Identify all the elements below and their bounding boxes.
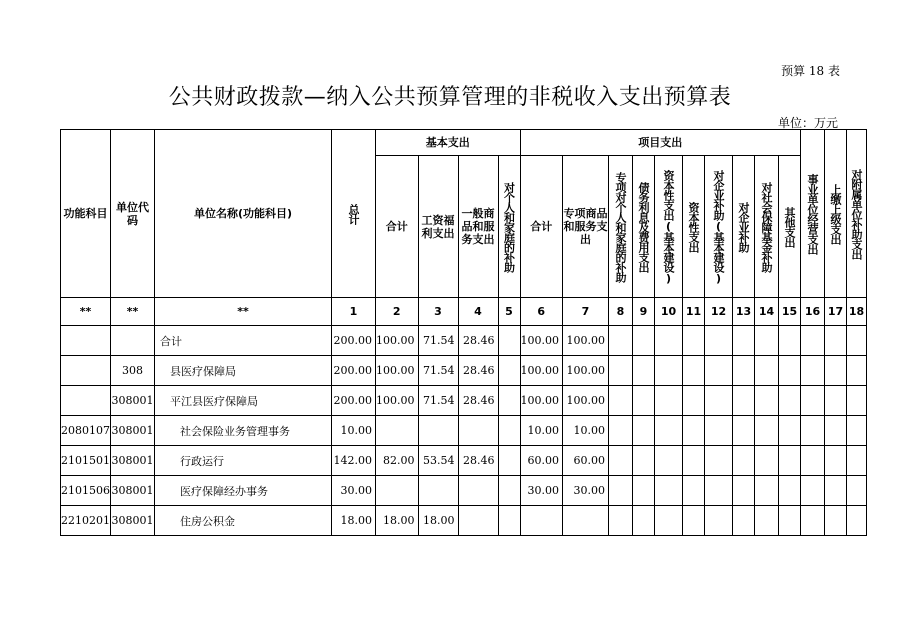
unit-code-cell: 308001 xyxy=(111,476,155,506)
unit-code-cell: 308 xyxy=(111,356,155,386)
value-cell: 100.00 xyxy=(563,386,609,416)
value-cell xyxy=(609,326,633,356)
value-cell: 10.00 xyxy=(332,416,376,446)
header-upper: 上缴上级支出 xyxy=(825,130,847,298)
value-cell xyxy=(418,416,458,446)
index-cell: 11 xyxy=(683,298,705,326)
value-cell xyxy=(683,386,705,416)
value-cell: 71.54 xyxy=(418,326,458,356)
table-row xyxy=(61,326,867,356)
value-cell xyxy=(609,446,633,476)
value-cell: 18.00 xyxy=(332,506,376,536)
value-cell xyxy=(847,386,867,416)
value-cell xyxy=(609,506,633,536)
value-cell: 60.00 xyxy=(520,446,563,476)
value-cell xyxy=(683,506,705,536)
index-cell: 2 xyxy=(376,298,419,326)
index-cell: 16 xyxy=(801,298,825,326)
index-cell: 10 xyxy=(655,298,683,326)
value-cell xyxy=(655,476,683,506)
value-cell xyxy=(733,356,755,386)
value-cell xyxy=(376,416,419,446)
value-cell: 200.00 xyxy=(332,386,376,416)
unit-name-cell: 行政运行 xyxy=(155,446,332,476)
value-cell xyxy=(801,416,825,446)
value-cell: 100.00 xyxy=(376,326,419,356)
value-cell: 82.00 xyxy=(376,446,419,476)
func-code-cell xyxy=(61,386,111,416)
value-cell xyxy=(755,416,779,446)
index-cell: 17 xyxy=(825,298,847,326)
value-cell xyxy=(733,446,755,476)
value-cell xyxy=(847,416,867,446)
value-cell xyxy=(779,356,801,386)
value-cell xyxy=(779,326,801,356)
value-cell xyxy=(705,416,733,446)
value-cell: 100.00 xyxy=(520,326,563,356)
value-cell xyxy=(847,446,867,476)
value-cell xyxy=(633,356,655,386)
value-cell xyxy=(779,416,801,446)
header-basic-goods: 一般商品和服务支出 xyxy=(458,156,498,298)
value-cell xyxy=(825,416,847,446)
value-cell: 71.54 xyxy=(418,386,458,416)
table-row xyxy=(61,416,867,446)
value-cell xyxy=(847,476,867,506)
index-cell: 15 xyxy=(779,298,801,326)
func-code-cell xyxy=(61,356,111,386)
value-cell xyxy=(633,446,655,476)
value-cell xyxy=(458,416,498,446)
value-cell: 100.00 xyxy=(520,386,563,416)
index-cell: 7 xyxy=(563,298,609,326)
value-cell xyxy=(609,476,633,506)
value-cell xyxy=(609,386,633,416)
value-cell xyxy=(705,356,733,386)
value-cell: 28.46 xyxy=(458,356,498,386)
value-cell xyxy=(418,476,458,506)
header-basic-total: 合计 xyxy=(376,156,419,298)
value-cell xyxy=(755,506,779,536)
value-cell xyxy=(655,416,683,446)
value-cell xyxy=(825,356,847,386)
value-cell xyxy=(498,446,520,476)
value-cell: 200.00 xyxy=(332,326,376,356)
value-cell xyxy=(633,506,655,536)
header-project-enterprise-build: 对企业补助(基本建设) xyxy=(705,156,733,298)
value-cell: 100.00 xyxy=(520,356,563,386)
unit-code-cell xyxy=(111,326,155,356)
header-basic: 基本支出 xyxy=(376,130,521,156)
table-row xyxy=(61,506,867,536)
value-cell xyxy=(633,326,655,356)
value-cell xyxy=(655,326,683,356)
budget-table xyxy=(60,129,867,536)
value-cell: 28.46 xyxy=(458,326,498,356)
func-code-cell: 2210201 xyxy=(61,506,111,536)
value-cell: 100.00 xyxy=(563,326,609,356)
header-unit-name: 单位名称(功能科目) xyxy=(155,130,332,298)
value-cell xyxy=(801,326,825,356)
func-code-cell: 2101506 xyxy=(61,476,111,506)
value-cell xyxy=(633,416,655,446)
header-project-enterprise: 对企业补助 xyxy=(733,156,755,298)
value-cell xyxy=(825,446,847,476)
value-cell xyxy=(779,386,801,416)
header-project-goods: 专项商品和服务支出 xyxy=(563,156,609,298)
value-cell xyxy=(683,446,705,476)
func-code-cell xyxy=(61,326,111,356)
value-cell xyxy=(498,506,520,536)
value-cell: 28.46 xyxy=(458,446,498,476)
value-cell xyxy=(498,416,520,446)
index-cell: 5 xyxy=(498,298,520,326)
index-cell: 3 xyxy=(418,298,458,326)
header-basic-personal: 对个人和家庭的补助 xyxy=(498,156,520,298)
value-cell xyxy=(825,386,847,416)
value-cell xyxy=(847,326,867,356)
value-cell: 30.00 xyxy=(520,476,563,506)
value-cell xyxy=(755,386,779,416)
header-basic-salary: 工资福利支出 xyxy=(418,156,458,298)
index-cell: 6 xyxy=(520,298,563,326)
header-project-debt: 债务利息及费用支出 xyxy=(633,156,655,298)
value-cell xyxy=(655,386,683,416)
value-cell xyxy=(520,506,563,536)
value-cell: 28.46 xyxy=(458,386,498,416)
header-project-capital: 资本性支出 xyxy=(683,156,705,298)
index-cell: 4 xyxy=(458,298,498,326)
value-cell xyxy=(655,446,683,476)
value-cell: 18.00 xyxy=(418,506,458,536)
value-cell: 100.00 xyxy=(376,356,419,386)
value-cell xyxy=(755,446,779,476)
value-cell xyxy=(755,476,779,506)
value-cell xyxy=(458,506,498,536)
table-row xyxy=(61,356,867,386)
value-cell xyxy=(825,326,847,356)
value-cell: 100.00 xyxy=(563,356,609,386)
value-cell xyxy=(801,506,825,536)
header-project-other: 其他支出 xyxy=(779,156,801,298)
value-cell xyxy=(779,446,801,476)
value-cell xyxy=(376,476,419,506)
value-cell xyxy=(683,416,705,446)
value-cell xyxy=(825,506,847,536)
value-cell xyxy=(779,476,801,506)
value-cell xyxy=(755,356,779,386)
table-row xyxy=(61,476,867,506)
header-business: 事业单位经营支出 xyxy=(801,130,825,298)
value-cell xyxy=(801,446,825,476)
unit-code-cell: 308001 xyxy=(111,386,155,416)
table-number: 预算 18 表 xyxy=(781,64,840,78)
index-cell: 8 xyxy=(609,298,633,326)
header-unit-code: 单位代码 xyxy=(111,130,155,298)
unit-name-cell: 社会保险业务管理事务 xyxy=(155,416,332,446)
value-cell xyxy=(847,506,867,536)
header-total: 总计 xyxy=(332,130,376,298)
value-cell: 200.00 xyxy=(332,356,376,386)
value-cell xyxy=(683,326,705,356)
value-cell: 60.00 xyxy=(563,446,609,476)
value-cell xyxy=(755,326,779,356)
table-row xyxy=(61,446,867,476)
value-cell xyxy=(825,476,847,506)
table-body xyxy=(61,326,867,536)
header-func-code: 功能科目 xyxy=(61,130,111,298)
header-project-social: 对社会保障基金补助 xyxy=(755,156,779,298)
unit-name-cell: 县医疗保障局 xyxy=(155,356,332,386)
value-cell: 53.54 xyxy=(418,446,458,476)
value-cell xyxy=(801,476,825,506)
index-cell: 9 xyxy=(633,298,655,326)
value-cell: 18.00 xyxy=(376,506,419,536)
index-cell: ** xyxy=(111,298,155,326)
value-cell xyxy=(705,476,733,506)
value-cell xyxy=(683,476,705,506)
index-cell: 18 xyxy=(847,298,867,326)
unit-name-cell: 合计 xyxy=(155,326,332,356)
value-cell xyxy=(733,386,755,416)
header-project-personal: 专项对个人和家庭的补助 xyxy=(609,156,633,298)
unit-name-cell: 医疗保障经办事务 xyxy=(155,476,332,506)
value-cell xyxy=(705,446,733,476)
value-cell: 10.00 xyxy=(520,416,563,446)
value-cell xyxy=(847,356,867,386)
value-cell xyxy=(655,356,683,386)
value-cell xyxy=(655,506,683,536)
value-cell xyxy=(733,326,755,356)
index-cell: ** xyxy=(155,298,332,326)
value-cell xyxy=(779,506,801,536)
header-project-capital-build: 资本性支出(基本建设) xyxy=(655,156,683,298)
func-code-cell: 2080107 xyxy=(61,416,111,446)
unit-code-cell: 308001 xyxy=(111,506,155,536)
value-cell xyxy=(498,356,520,386)
unit-name-cell: 平江县医疗保障局 xyxy=(155,386,332,416)
func-code-cell: 2101501 xyxy=(61,446,111,476)
value-cell: 10.00 xyxy=(563,416,609,446)
value-cell: 142.00 xyxy=(332,446,376,476)
value-cell xyxy=(609,356,633,386)
value-cell xyxy=(733,506,755,536)
value-cell xyxy=(801,356,825,386)
index-cell: 14 xyxy=(755,298,779,326)
index-cell: 13 xyxy=(733,298,755,326)
header-project: 项目支出 xyxy=(520,130,801,156)
value-cell xyxy=(705,506,733,536)
unit-name-cell: 住房公积金 xyxy=(155,506,332,536)
unit-code-cell: 308001 xyxy=(111,416,155,446)
index-cell: ** xyxy=(61,298,111,326)
index-cell: 12 xyxy=(705,298,733,326)
value-cell: 100.00 xyxy=(376,386,419,416)
value-cell xyxy=(705,386,733,416)
value-cell xyxy=(563,506,609,536)
table-row xyxy=(61,386,867,416)
value-cell: 30.00 xyxy=(563,476,609,506)
value-cell xyxy=(733,416,755,446)
index-row xyxy=(61,298,867,326)
page-title: 公共财政拨款—纳入公共预算管理的非税收入支出预算表 xyxy=(168,85,732,110)
value-cell xyxy=(498,386,520,416)
value-cell xyxy=(609,416,633,446)
unit-code-cell: 308001 xyxy=(111,446,155,476)
value-cell: 71.54 xyxy=(418,356,458,386)
value-cell xyxy=(498,476,520,506)
header-project-total: 合计 xyxy=(520,156,563,298)
value-cell xyxy=(633,386,655,416)
value-cell xyxy=(801,386,825,416)
value-cell xyxy=(633,476,655,506)
value-cell xyxy=(498,326,520,356)
unit-label: 单位：万元 xyxy=(777,116,838,130)
value-cell xyxy=(458,476,498,506)
value-cell xyxy=(733,476,755,506)
index-cell: 1 xyxy=(332,298,376,326)
value-cell xyxy=(683,356,705,386)
value-cell xyxy=(705,326,733,356)
header-affiliated: 对附属单位补助支出 xyxy=(847,130,867,298)
value-cell: 30.00 xyxy=(332,476,376,506)
